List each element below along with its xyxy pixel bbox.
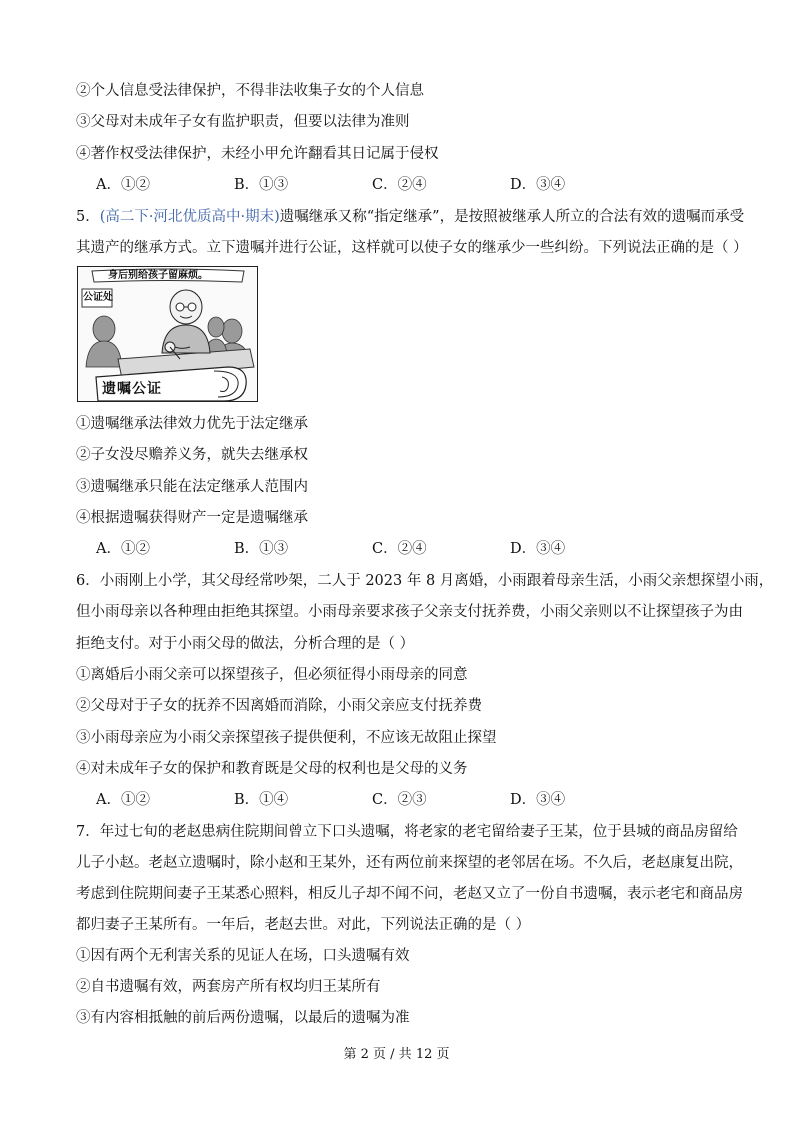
q6-stem-line-3: 拒绝支付。对于小雨父母的做法，分析合理的是（ ） — [76, 636, 415, 652]
q6-stem-line-1: 6．小雨刚上小学，其父母经常吵架，二人于 2023 年 8 月离婚，小雨跟着母亲生活，小雨父亲想探望小雨， — [76, 573, 774, 589]
q5-cartoon-banner: 身后别给孩子留麻烦。 — [108, 270, 208, 281]
q4-option-4: ④著作权受法律保护，未经小甲允许翻看其日记属于侵权 — [76, 146, 439, 162]
q5-choice-c: C．②④ — [372, 541, 427, 557]
q4-choice-a: A．①② — [96, 177, 150, 193]
q7-stem-line-4: 都归妻子王某所有。一年后，老赵去世。对此，下列说法正确的是（ ） — [76, 917, 531, 933]
q4-choice-c: C．②④ — [372, 177, 427, 193]
q5-cartoon-image — [77, 266, 258, 402]
q5-stem-line-2: 其遗产的继承方式。立下遗嘱并进行公证，这样就可以使子女的继承少一些纠纷。下列说法正确的是（ ） — [76, 240, 748, 256]
q5-choice-a: A．①② — [96, 541, 150, 557]
q7-option-2: ②自书遗嘱有效，两套房产所有权均归王某所有 — [76, 979, 381, 995]
q6-stem-line-2: 但小雨母亲以各种理由拒绝其探望。小雨母亲要求孩子父亲支付抚养费，小雨父亲则以不让探望孩子为由 — [76, 604, 743, 620]
q4-choices — [96, 175, 648, 195]
q5-stem-line-1 — [76, 207, 744, 227]
page-footer: 第 2 页 / 共 12 页 — [343, 1047, 450, 1062]
q5-choice-d: D．③④ — [510, 541, 566, 557]
q6-choice-c: C．②③ — [372, 792, 427, 808]
q6-option-2: ②父母对于子女的抚养不因离婚而消除，小雨父亲应支付抚养费 — [76, 698, 482, 714]
q5-number: 5． — [76, 209, 100, 225]
q5-option-2: ②子女没尽赡养义务，就失去继承权 — [76, 447, 308, 463]
q5-source: (高二下·河北优质高中·期末) — [99, 209, 280, 225]
q7-stem-line-1: 7．年过七旬的老赵患病住院期间曾立下口头遗嘱，将老家的老宅留给妻子王某，位于县城的商品房留给 — [76, 824, 738, 840]
q7-stem-line-2: 儿子小赵。老赵立遗嘱时，除小赵和王某外，还有两位前来探望的老邻居在场。不久后，老赵康复出院， — [76, 855, 743, 871]
q6-choice-b: B．①④ — [234, 792, 289, 808]
q6-option-3: ③小雨母亲应为小雨父亲探望孩子提供便利，不应该无故阻止探望 — [76, 730, 497, 746]
q6-option-1: ①离婚后小雨父亲可以探望孩子，但必须征得小雨母亲的同意 — [76, 667, 468, 683]
q5-option-4: ④根据遗嘱获得财产一定是遗嘱继承 — [76, 510, 308, 526]
q7-option-3: ③有内容相抵触的前后两份遗嘱，以最后的遗嘱为准 — [76, 1010, 410, 1026]
q6-option-4: ④对未成年子女的保护和教育既是父母的权利也是父母的义务 — [76, 761, 468, 777]
q6-choice-a: A．①② — [96, 792, 150, 808]
q5-cartoon-sign: 公证处 — [83, 292, 113, 303]
q6-choices — [96, 790, 648, 810]
q5-option-1: ①遗嘱继承法律效力优先于法定继承 — [76, 416, 308, 432]
q6-choice-d: D．③④ — [510, 792, 566, 808]
q4-choice-b: B．①③ — [234, 177, 289, 193]
q5-choices — [96, 539, 648, 559]
q5-option-3: ③遗嘱继承只能在法定继承人范围内 — [76, 479, 308, 495]
q4-option-2: ②个人信息受法律保护，不得非法收集子女的个人信息 — [76, 83, 424, 99]
q7-option-1: ①因有两个无利害关系的见证人在场，口头遗嘱有效 — [76, 948, 410, 964]
q5-stem-text: 遗嘱继承又称“指定继承”，是按照被继承人所立的合法有效的遗嘱而承受 — [279, 209, 745, 225]
q7-stem-line-3: 考虑到住院期间妻子王某悉心照料，相反儿子却不闻不问，老赵又立了一份自书遗嘱，表示老宅和商品房 — [76, 886, 743, 902]
q5-choice-b: B．①③ — [234, 541, 289, 557]
q4-option-3: ③父母对未成年子女有监护职责，但要以法律为准则 — [76, 114, 410, 130]
q5-cartoon-scroll-title: 遗嘱公证 — [102, 381, 162, 397]
q4-choice-d: D．③④ — [510, 177, 566, 193]
